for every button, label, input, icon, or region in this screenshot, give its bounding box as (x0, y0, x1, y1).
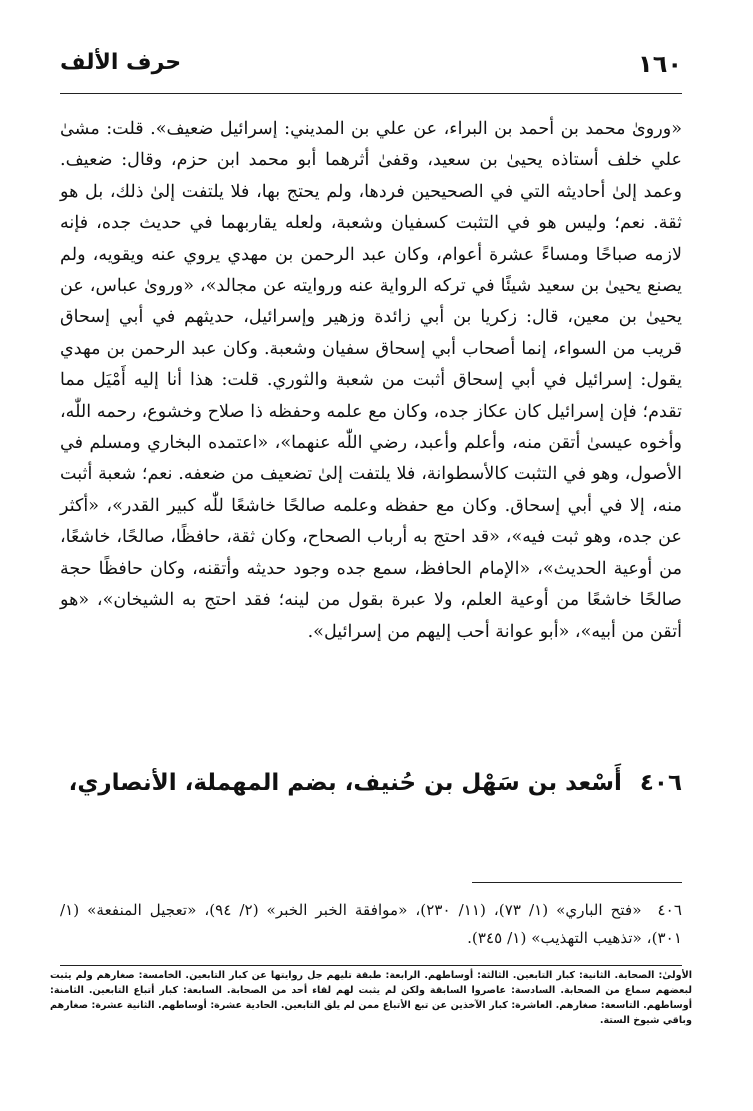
running-title: حرف الألف (60, 50, 182, 75)
main-text (60, 114, 682, 648)
tabaqat-legend: الأولىٰ: الصحابة. الثانية: كبار التابعين. الثالثة: أوساطهم. الرابعة: طبقة تليهم جل روايتها عن كبار التابعين. الخامسة: صغارهم ولم يثبت لبعضهم سماع من الصحابة. السادسة: عاصروا السابقة ولكن لم يثبت لهم لقاء أحد من الصحابة. السابعة: كبار أتباع التابعين. الثامنة: أوساطهم. التاسعة: صغارهم. العاشرة: كبار الآخذين عن تبع الأتباع ممن لم يلق التابعين. الحادية عشرة: أوساطهم. الثانية عشرة: صغارهم وباقي شيوخ الستة. (50, 970, 692, 1026)
entry-heading (60, 766, 682, 800)
entry-number: ٤٠٦ (639, 770, 682, 796)
footnote (60, 896, 682, 952)
header-divider (60, 93, 682, 94)
legend-divider (60, 965, 682, 966)
footnote-text: «فتح الباري» (١/ ٧٣)، (١١/ ٢٣٠)، «موافقة الخبر الخبر» (٢/ ٩٤)، «تعجيل المنفعة» (١/ ٣٠١)، «تذهيب التهذيب» (١/ ٣٤٥). (60, 901, 682, 947)
entry-title: أَسْعد بن سَهْل بن حُنيف، بضم المهملة، الأنصاري، (68, 770, 622, 796)
book-page (50, 40, 692, 1026)
footnote-number: ٤٠٦ (657, 901, 682, 919)
page-number: ١٦٠ (638, 50, 682, 78)
footnote-divider (472, 882, 682, 883)
main-paragraph: «وروىٰ محمد بن أحمد بن البراء، عن علي بن المديني: إسرائيل ضعيف». قلت: مشىٰ علي خلف أستاذه يحيىٰ بن سعيد، وقفىٰ أثرهما أبو محمد ابن حزم، وقال: ضعيف. وعمد إلىٰ أحاديثه التي في الصحيحين فردها، ولم يحتج بها، فلا يلتفت إلىٰ ذلك، بل هو ثقة. نعم؛ وليس هو في التثبت كسفيان وشعبة، ولعله يقاربهما في حديث جده، فإنه لازمه صباحًا ومساءً عشرة أعوام، وكان عبد الرحمن بن مهدي يروي عنه ويقويه، ولم يصنع يحيىٰ بن سعيد شيئًا في تركه الرواية عنه وروايته عن مجالد»، «وروىٰ عباس، عن يحيىٰ بن معين، قال: زكريا بن أبي زائدة وزهير وإسرائيل، حديثهم في أبي إسحاق قريب من السواء، إنما أصحاب أبي إسحاق سفيان وشعبة. وكان عبد الرحمن بن مهدي يقول: إسرائيل في أبي إسحاق أثبت من شعبة والثوري. قلت: هذا أنا إليه أَمْيَل مما تقدم؛ فإن إسرائيل كان عكاز جده، وكان مع علمه وحفظه ذا صلاح وخشوع، رحمه اللّٰه، وأخوه عيسىٰ أتقن منه، وأعلم وأعبد، رضي اللّٰه عنهما»، «اعتمده البخاري ومسلم في الأصول، وهو في التثبت كالأسطوانة، فلا يلتفت إلىٰ تضعيف من ضعفه. نعم؛ شعبة أثبت منه، إلا في أبي إسحاق. وكان مع حفظه وعلمه صالحًا خاشعًا للّٰه كبير القدر»، «أكثر عن جده، وهو ثبت فيه»، «قد احتج به أرباب الصحاح، وكان ثقة، حافظًا، صالحًا، خاشعًا، من أوعية الحديث»، «الإمام الحافظ، سمع جده وجود حديثه وأتقنه، وكان حافظًا حجة صالحًا خاشعًا من أوعية العلم، ولا عبرة بقول من لينه؛ فقد احتج به الشيخان»، «هو أتقن من أبيه»، «أبو عوانة أحب إليهم من إسرائيل». (60, 119, 682, 642)
page-header (60, 40, 682, 84)
